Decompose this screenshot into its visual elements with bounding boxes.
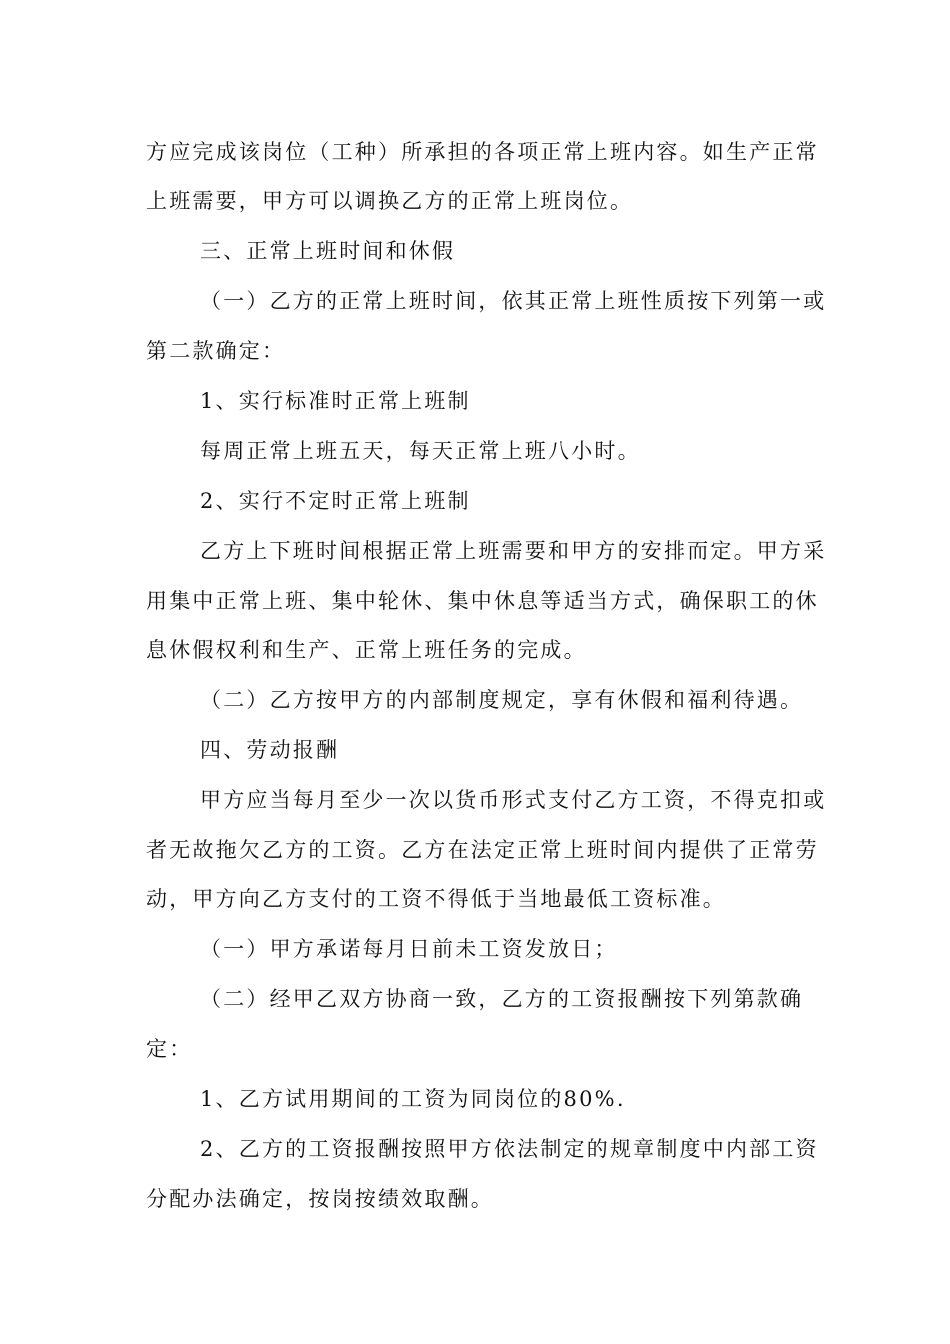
paragraph-line: 动，甲方向乙方支付的工资不得低于当地最低工资标准。 [146,887,726,911]
section-heading: 四、劳动报酬 [200,738,340,762]
paragraph-line: 定： [146,1037,193,1061]
paragraph-line: 者无故拖欠乙方的工资。乙方在法定正常上班时间内提供了正常劳 [146,838,819,862]
paragraph-line: （一）甲方承诺每月日前未工资发放日； [200,937,618,961]
paragraph-line: 每周正常上班五天，每天正常上班八小时。 [200,439,641,463]
paragraph-line: 上班需要，甲方可以调换乙方的正常上班岗位。 [146,189,634,213]
paragraph-line: （二）乙方按甲方的内部制度规定，享有休假和福利待遇。 [200,688,804,712]
paragraph-line: 甲方应当每月至少一次以货币形式支付乙方工资，不得克扣或 [200,788,827,812]
list-item: 2、乙方的工资报酬按照甲方依法制定的规章制度中内部工资 [200,1137,819,1161]
paragraph-line: 第二款确定： [146,339,286,363]
paragraph-line: 用集中正常上班、集中轮休、集中休息等适当方式，确保职工的休 [146,589,819,613]
paragraph-line: 分配办法确定，按岗按绩效取酬。 [146,1187,494,1211]
section-heading: 三、正常上班时间和休假 [200,239,456,263]
list-item: 1、乙方试用期间的工资为同岗位的80%. [200,1087,626,1111]
list-item: 2、实行不定时正常上班制 [200,489,471,513]
paragraph-line: （一）乙方的正常上班时间，依其正常上班性质按下列第一或 [200,289,827,313]
paragraph-line: （二）经甲乙双方协商一致，乙方的工资报酬按下列第款确 [200,987,804,1011]
paragraph-line: 乙方上下班时间根据正常上班需要和甲方的安排而定。甲方采 [200,539,827,563]
paragraph-line: 息休假权利和生产、正常上班任务的完成。 [146,638,587,662]
paragraph-line: 方应完成该岗位（工种）所承担的各项正常上班内容。如生产正常 [146,140,819,164]
list-item: 1、实行标准时正常上班制 [200,389,471,413]
